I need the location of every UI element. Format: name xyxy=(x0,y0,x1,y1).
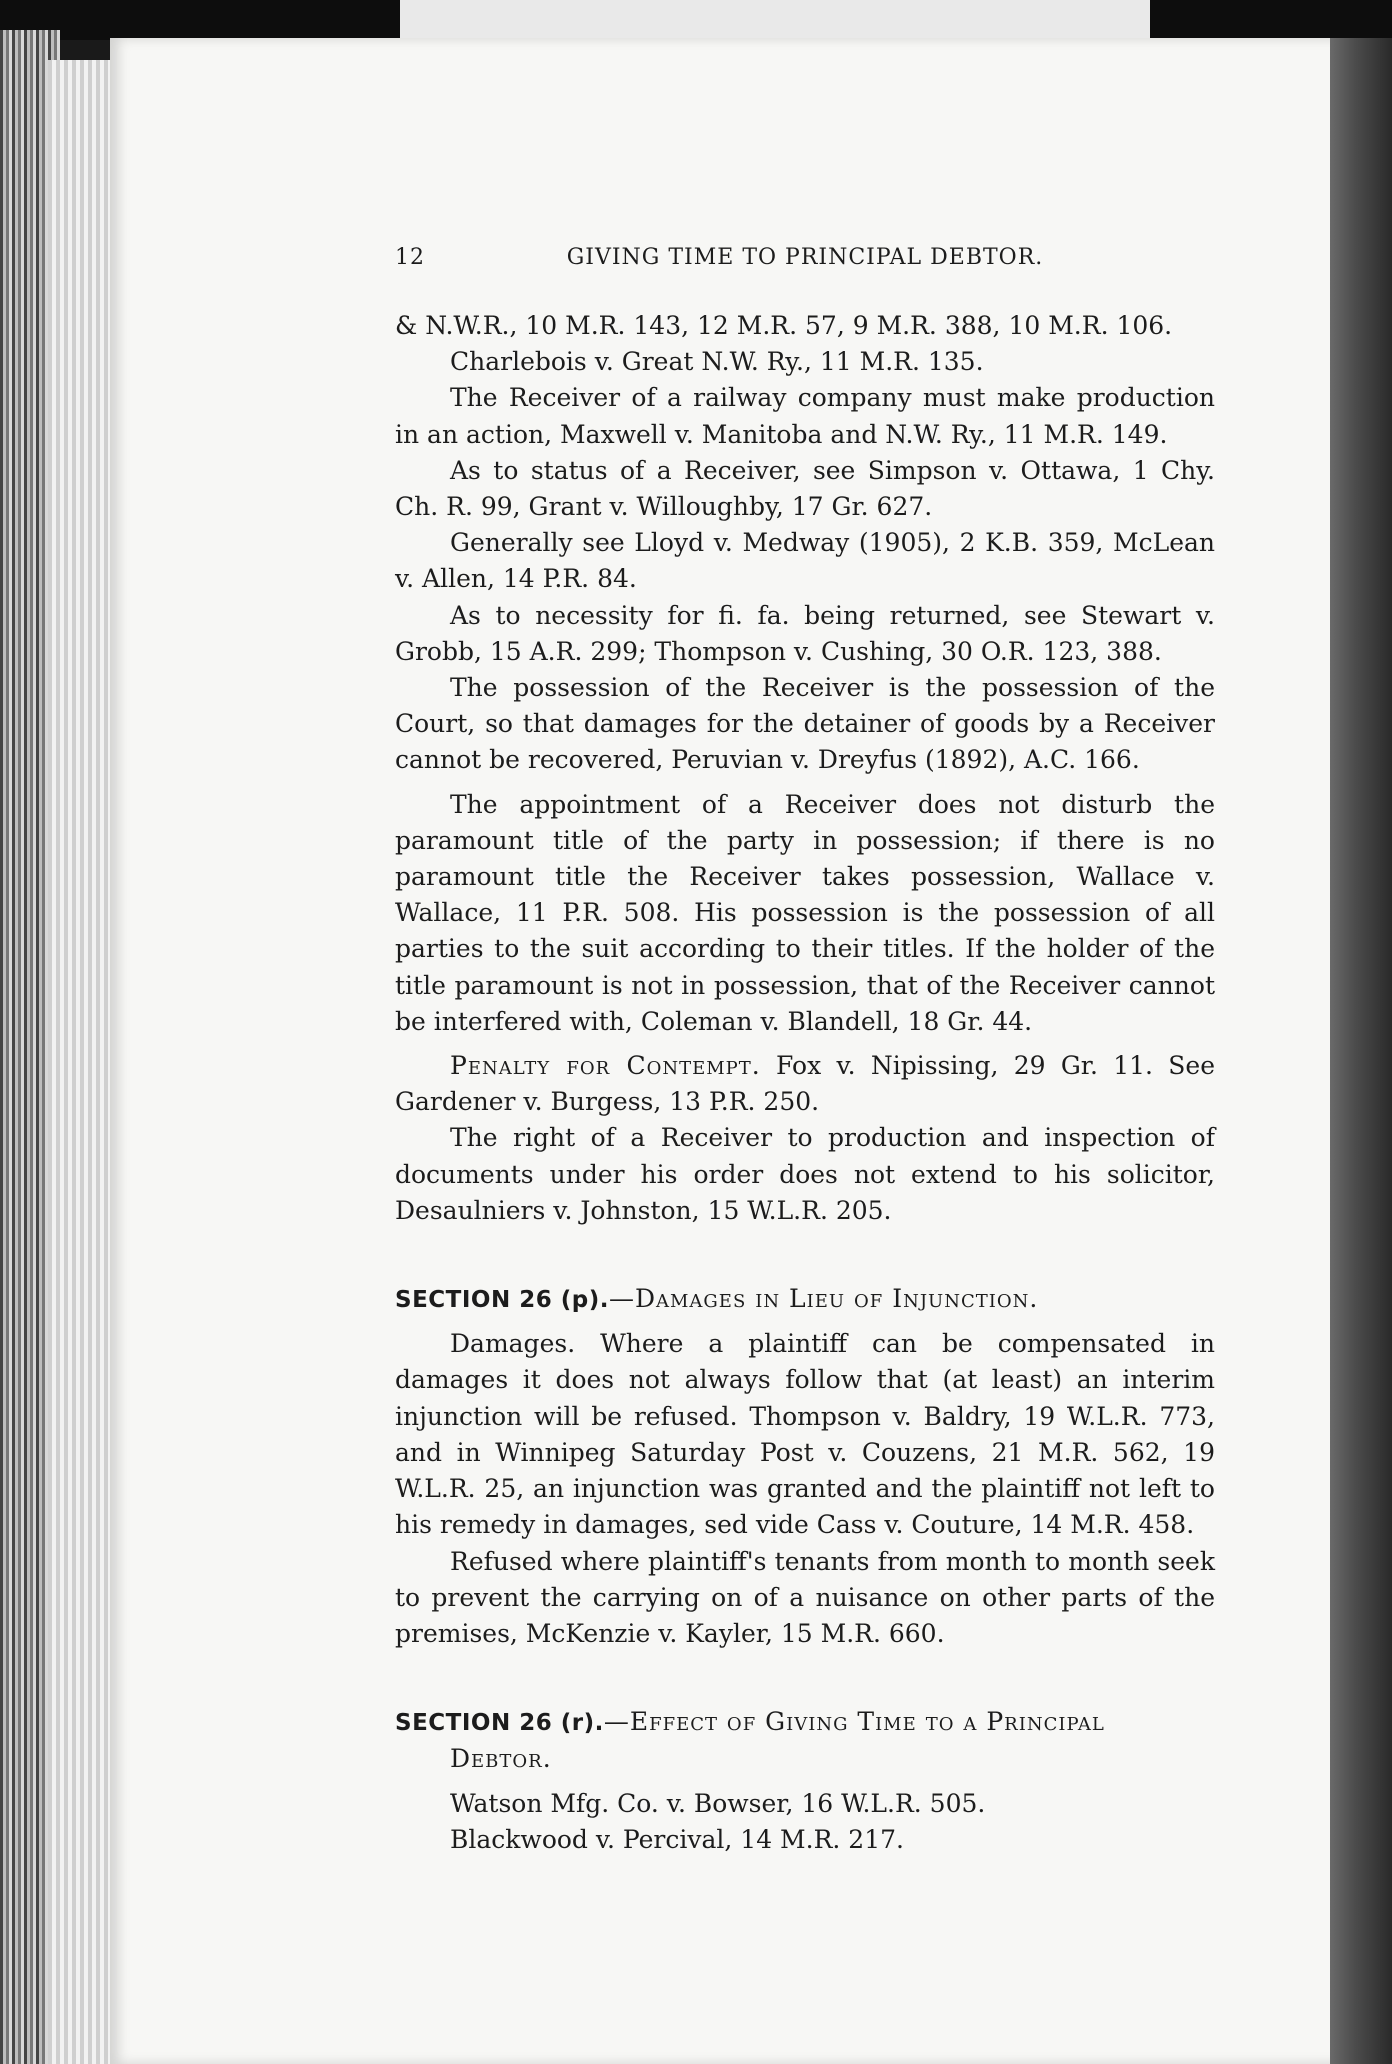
paragraph-9 xyxy=(395,1048,1215,1120)
penalty-for-contempt-label: Penalty for Contempt. xyxy=(450,1051,761,1081)
paragraph-7: The possession of the Receiver is the possession of the Court, so that damages for the detainer of goods by a Receiver cannot be recovered, Peruvian v. Dreyfus (1892), A.C. 166. xyxy=(395,673,1215,775)
running-title: GIVING TIME TO PRINCIPAL DEBTOR. xyxy=(566,245,1044,270)
scan-border-top xyxy=(0,0,1392,40)
running-head xyxy=(395,240,1215,280)
page-content xyxy=(395,240,1215,1858)
paragraph-10: The right of a Receiver to production and inspection of documents under his order does not extend to his solicitor, Desaulniers v. Johnston, 15 W.L.R. 205. xyxy=(395,1123,1215,1225)
section-26r-title: —Effect of Giving Time to a Principal Debtor. xyxy=(450,1707,1105,1774)
paragraph-1: & N.W.R., 10 M.R. 143, 12 M.R. 57, 9 M.R. 388, 10 M.R. 106. xyxy=(395,311,1173,340)
section-26r-case-1: Watson Mfg. Co. v. Bowser, 16 W.L.R. 505. xyxy=(450,1788,986,1818)
paragraph-3: The Receiver of a railway company must make production in an action, Maxwell v. Manitoba and N.W. Ry., 11 M.R. 149. xyxy=(395,383,1215,449)
section-26p-paragraph-2: Refused where plaintiff's tenants from month to month seek to prevent the carrying on of a nuisance on other parts of the premises, McKenzie v. Kayler, 15 M.R. 660. xyxy=(395,1546,1215,1648)
section-26p-heading xyxy=(395,1281,1215,1318)
penalty-for-contempt-text: Fox v. Nipissing, 29 Gr. 11. See Gardener v. Burgess, 13 P.R. 250. xyxy=(395,1051,1215,1117)
paragraph-6: As to necessity for fi. fa. being returned, see Stewart v. Grobb, 15 A.R. 299; Thompson v. Cushing, 30 O.R. 123, 388. xyxy=(395,600,1215,666)
section-26p-label: SECTION 26 (p). xyxy=(395,1287,609,1314)
paragraph-5: Generally see Lloyd v. Medway (1905), 2 K.B. 359, McLean v. Allen, 14 P.R. 84. xyxy=(395,528,1215,594)
paragraph-2: Charlebois v. Great N.W. Ry., 11 M.R. 135. xyxy=(450,347,984,377)
book-cover-edge-right xyxy=(1330,38,1392,2064)
section-26r-case-2: Blackwood v. Percival, 14 M.R. 217. xyxy=(450,1824,904,1854)
section-26p-title: —Damages in Lieu of Injunction. xyxy=(608,1284,1039,1314)
section-26p-paragraph-1: Damages. Where a plaintiff can be compensated in damages it does not always follow that (at least) an interim injunction will be refused. Thompson v. Baldry, 19 W.L.R. 773, and in Winnipeg Saturday Post v. Couzens, 21 M.R. 562, 19 W.L.R. 25, an injunction was granted and the plaintiff not left to his remedy in damages, sed vide Cass v. Couture, 14 M.R. 458. xyxy=(395,1329,1215,1540)
page-number: 12 xyxy=(395,245,425,270)
section-26r-label: SECTION 26 (r). xyxy=(395,1710,604,1737)
paragraph-4: As to status of a Receiver, see Simpson v. Ottawa, 1 Chy. Ch. R. 99, Grant v. Willoughby, 17 Gr. 627. xyxy=(395,455,1215,522)
section-26r-heading xyxy=(395,1704,1215,1777)
paragraph-8: The appointment of a Receiver does not disturb the paramount title of the party in possession; if there is no paramount title the Receiver takes possession, Wallace v. Wallace, 11 P.R. 508. His possession is the possession of all parties to the suit according to their titles. If the holder of the title paramount is not in possession, that of the Receiver cannot be interfered with, Coleman v. Blandell, 18 Gr. 44. xyxy=(395,789,1215,1036)
